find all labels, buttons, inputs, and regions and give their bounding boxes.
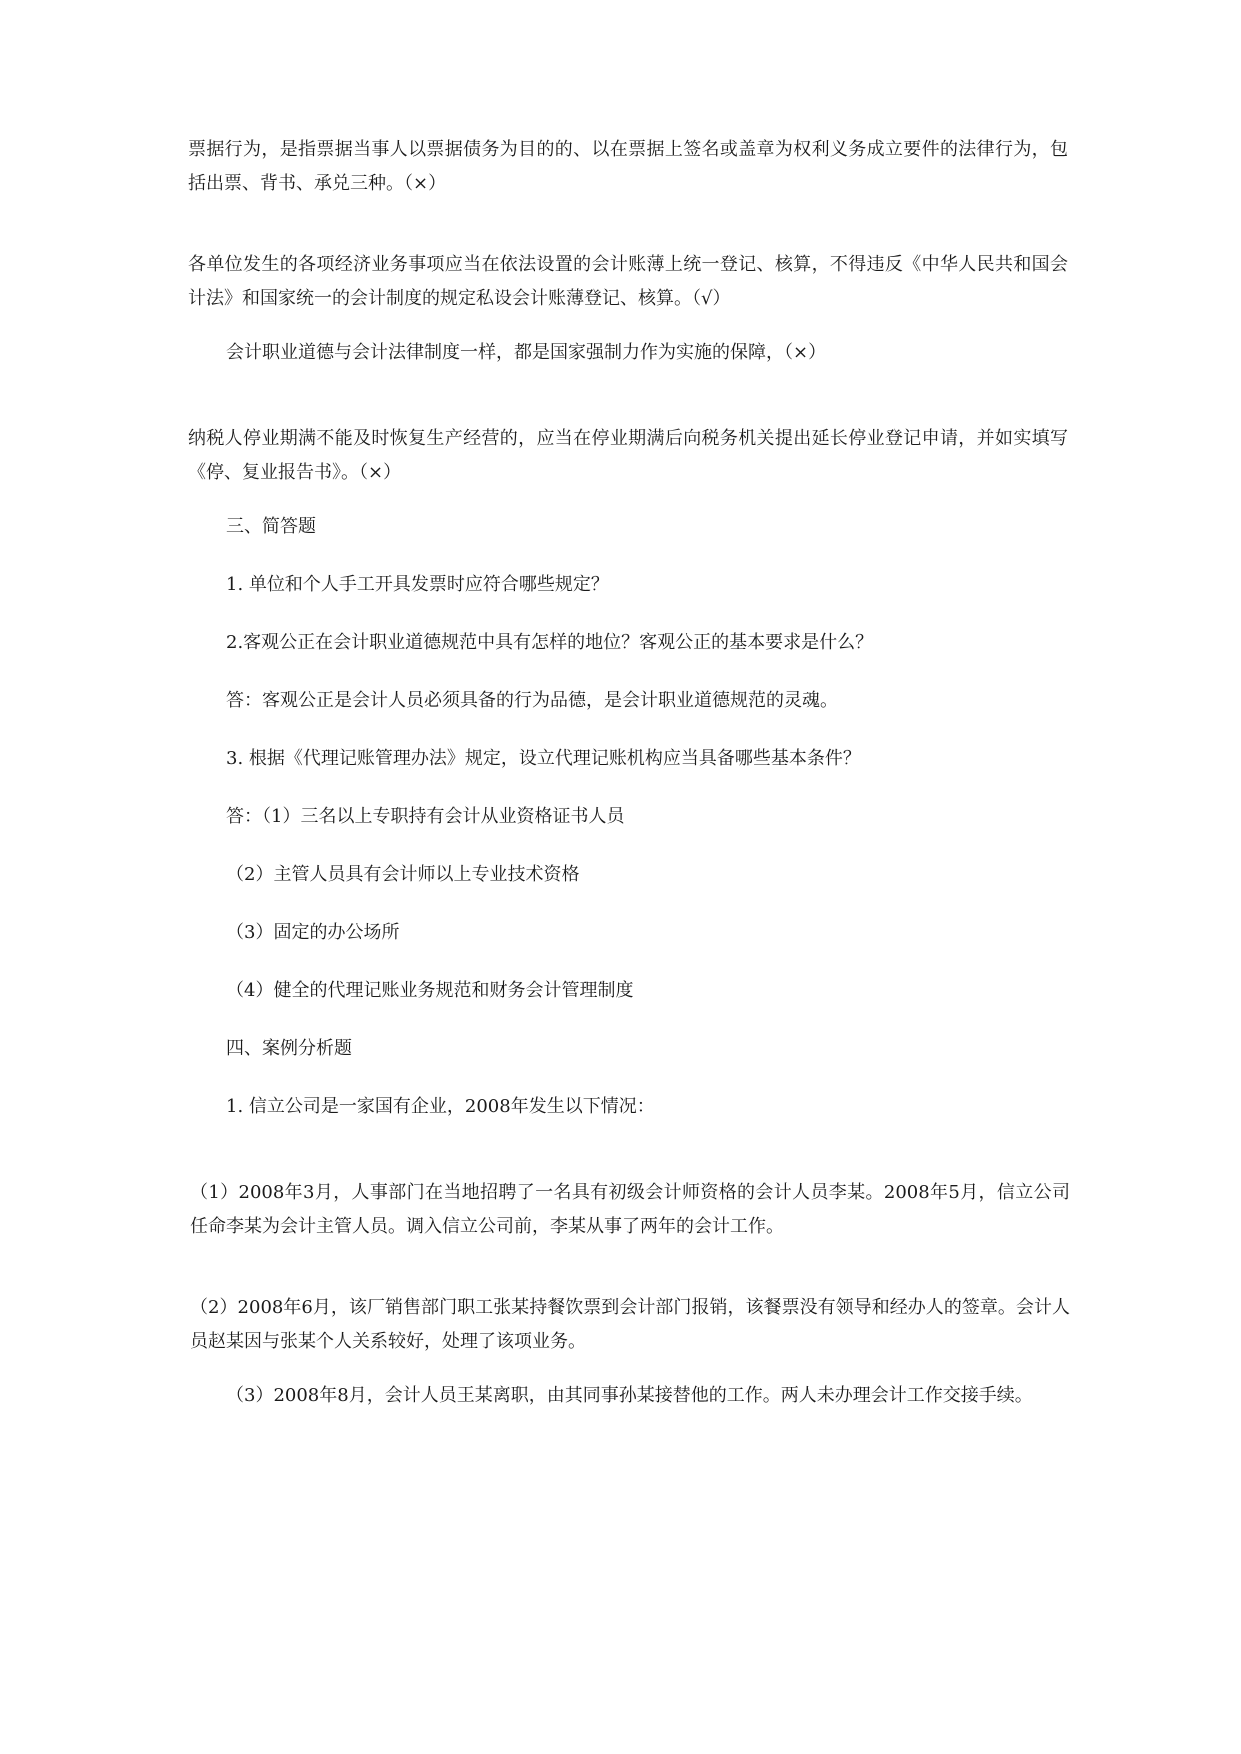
answer-3-item-2: （2）主管人员具有会计师以上专业技术资格 [226, 864, 580, 885]
case-1-item-3: （3）2008年8月，会计人员王某离职，由其同事孙某接替他的工作。两人未办理会计工作交接手续。 [226, 1385, 1033, 1406]
case-1-item-1: （1）2008年3月，人事部门在当地招聘了一名具有初级会计师资格的会计人员李某。2008年5月，信立公司任命李某为会计主管人员。调入信立公司前，李某从事了两年的会计工作。 [190, 1182, 1070, 1237]
answer-2: 答：客观公正是会计人员必须具备的行为品德，是会计职业道德规范的灵魂。 [226, 690, 838, 711]
question-3: 3. 根据《代理记账管理办法》规定，设立代理记账机构应当具备哪些基本条件？ [226, 748, 861, 769]
answer-3-item-3: （3）固定的办公场所 [226, 922, 400, 943]
case-1-item-2: （2）2008年6月，该厂销售部门职工张某持餐饮票到会计部门报销，该餐票没有领导和经办人的签章。会计人员赵某因与张某个人关系较好，处理了该项业务。 [190, 1297, 1070, 1352]
question-2: 2.客观公正在会计职业道德规范中具有怎样的地位？客观公正的基本要求是什么？ [226, 632, 874, 653]
answer-3-item-4: （4）健全的代理记账业务规范和财务会计管理制度 [226, 980, 634, 1001]
case-1-intro: 1. 信立公司是一家国有企业，2008年发生以下情况： [226, 1096, 655, 1117]
paragraph-accounting-books: 各单位发生的各项经济业务事项应当在依法设置的会计账薄上统一登记、核算，不得违反《中华人民共和国会计法》和国家统一的会计制度的规定私设会计账薄登记、核算。（√） [188, 254, 1068, 309]
paragraph-taxpayer-suspension: 纳税人停业期满不能及时恢复生产经营的，应当在停业期满后向税务机关提出延长停业登记申请，并如实填写《停、复业报告书》。（×） [188, 428, 1068, 483]
section-heading-case-analysis: 四、案例分析题 [226, 1038, 352, 1059]
paragraph-ethics-law: 会计职业道德与会计法律制度一样，都是国家强制力作为实施的保障，（×） [226, 342, 827, 363]
answer-3-item-1: 答：（1）三名以上专职持有会计从业资格证书人员 [226, 806, 625, 827]
paragraph-bill-behavior: 票据行为，是指票据当事人以票据债务为目的的、以在票据上签名或盖章为权利义务成立要件的法律行为，包括出票、背书、承兑三种。（×） [188, 139, 1068, 194]
question-1: 1. 单位和个人手工开具发票时应符合哪些规定？ [226, 574, 609, 595]
section-heading-short-answer: 三、简答题 [226, 516, 316, 537]
